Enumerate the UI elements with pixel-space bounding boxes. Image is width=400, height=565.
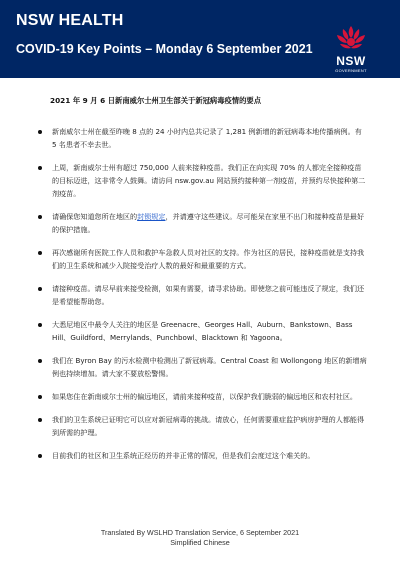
footer-language: Simplified Chinese xyxy=(170,538,230,547)
list-item xyxy=(38,390,368,403)
point-text-after: ，并请遵守这些建议。尽可能呆在家里不出门和接种疫苗是最好的保护措施。 xyxy=(52,212,365,234)
bullet-icon xyxy=(38,454,42,458)
logo-text: NSW xyxy=(336,54,366,68)
point-text-before: 请确保您知道您所在地区的 xyxy=(52,212,138,221)
document-title: 2021 年 9 月 6 日新南威尔士州卫生部关于新冠病毒疫情的要点 xyxy=(50,96,261,105)
point-text: 上周，新南威尔士州有超过 750,000 人前来接种疫苗。我们正在向实现 70% 的人都完全接种疫苗的目标迈进，这非常令人鼓舞。请访问 nsw.gov.au 网站预约接种第一剂疫苗，并预约尽快接种第二剂疫苗。 xyxy=(52,163,366,198)
list-item xyxy=(38,413,368,439)
key-points-list xyxy=(38,125,368,472)
point-text: 请接种疫苗。请尽早前来接受检测，如果有需要，请寻求协助。即使您之前可能违反了规定，我们还是希望能帮助您。 xyxy=(52,284,365,306)
lockdown-rules-link[interactable]: 封锁规定 xyxy=(137,212,166,221)
point-text: 大悉尼地区中最令人关注的地区是 Greenacre、Georges Hall、Auburn、Bankstown、Bass Hill、Guildford、Merrylands、Punchbowl、Blacktown 和 Yagoona。 xyxy=(52,320,353,342)
bullet-icon xyxy=(38,359,42,363)
bullet-icon xyxy=(38,395,42,399)
point-text: 如果您住在新南威尔士州的偏远地区，请前来接种疫苗，以保护我们脆弱的偏远地区和农村社区。 xyxy=(52,392,358,401)
point-text: 目前我们的社区和卫生系统正经历的并非正常的情况，但是我们会度过这个难关的。 xyxy=(52,451,315,460)
header-title: NSW HEALTH xyxy=(16,12,124,29)
bullet-icon xyxy=(38,130,42,134)
header-banner xyxy=(0,0,400,78)
waratah-icon xyxy=(326,24,376,56)
point-text: 再次感谢所有医院工作人员和救护车急救人员对社区的支持。作为社区的居民，接种疫苗就是支持我们的卫生系统和减少入院接受治疗人数的最好和最重要的方式。 xyxy=(52,248,365,270)
header-subtitle: COVID-19 Key Points – Monday 6 September 2021 xyxy=(16,42,313,56)
bullet-icon xyxy=(38,215,42,219)
point-text: 我们在 Byron Bay 的污水检测中检测出了新冠病毒。Central Coast 和 Wollongong 地区的新增病例也持续增加。请大家不要放松警惕。 xyxy=(52,356,367,378)
bullet-icon xyxy=(38,323,42,327)
list-item xyxy=(38,354,368,380)
bullet-icon xyxy=(38,166,42,170)
bullet-icon xyxy=(38,287,42,291)
list-item xyxy=(38,246,368,272)
footer xyxy=(0,528,400,548)
list-item xyxy=(38,318,368,344)
list-item xyxy=(38,449,368,462)
footer-translation-credit: Translated By WSLHD Translation Service, 6 September 2021 xyxy=(100,528,300,537)
list-item xyxy=(38,161,368,200)
list-item xyxy=(38,210,368,236)
point-text: 新南威尔士州在截至昨晚 8 点的 24 小时内总共记录了 1,281 例新增的新冠病毒本地传播病例。有 5 名患者不幸去世。 xyxy=(52,127,362,149)
list-item xyxy=(38,125,368,151)
nsw-government-logo xyxy=(326,24,376,74)
list-item xyxy=(38,282,368,308)
bullet-icon xyxy=(38,418,42,422)
point-text: 我们的卫生系统已证明它可以应对新冠病毒的挑战。请放心，任何需要重症监护病房护理的人都能得到所需的护理。 xyxy=(52,415,365,437)
logo-subtext: GOVERNMENT xyxy=(335,68,367,73)
bullet-icon xyxy=(38,251,42,255)
